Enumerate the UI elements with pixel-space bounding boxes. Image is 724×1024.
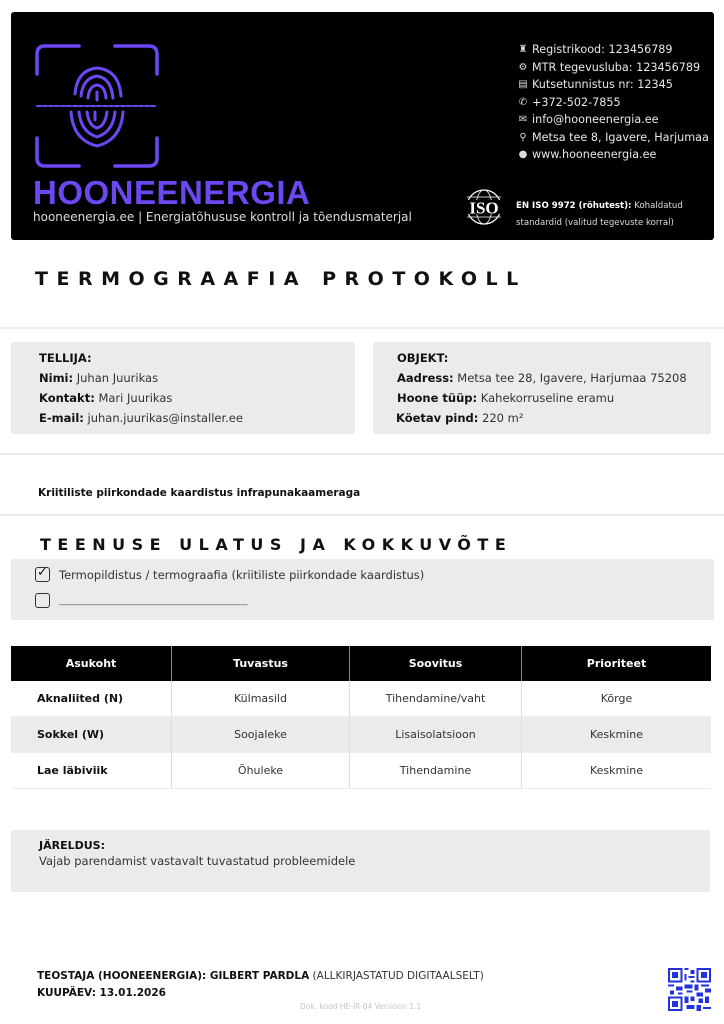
conclusion-heading: JÄRELDUS: [39,839,105,852]
field-value: Mari Juurikas [94,391,173,405]
iso-standard-note [516,198,716,232]
checkbox-unchecked[interactable] [35,593,50,608]
divider [0,514,724,516]
conclusion-box [11,830,710,892]
scope-title: TEENUSE ULATUS JA KOKKUVÕTE [40,535,513,554]
certificate-icon: ▤ [518,79,528,91]
document-code: Dok. kood HE-IR-04 Versioon 1.1 [300,1002,422,1011]
column-header: Soovitus [350,646,522,681]
object-heading: OBJEKT: [397,351,449,365]
contact-phone[interactable] [516,94,709,112]
performer-name: TEOSTAJA (HOONEENERGIA): GILBERT PARDLA [37,970,310,982]
cell-location: Lae läbiviik [11,753,172,789]
email-icon: ✉ [518,114,528,126]
contact-address [516,129,709,147]
field-label: E-mail: [39,411,84,425]
scope-box [11,559,714,620]
fingerprint-scan-icon [33,42,161,170]
registry-icon: ♜ [518,44,528,56]
iso-standard-name: EN ISO 9972 (röhutest): [516,201,632,211]
client-card [11,342,355,434]
cell-recommendation: Tihendamine/vaht [350,681,522,717]
qr-code[interactable] [668,968,711,1011]
cell-finding: Soojaleke [172,717,350,753]
cell-finding: Õhuleke [172,753,350,789]
brand-name: HOONEENERGIA [33,174,311,211]
scope-item-thermography[interactable] [35,567,424,582]
header-banner [11,12,714,240]
cell-recommendation: Lisaisolatsioon [350,717,522,753]
phone-icon: ✆ [518,96,528,108]
contact-list [516,41,709,164]
cell-finding: Külmasild [172,681,350,717]
column-header: Prioriteet [522,646,712,681]
cell-recommendation: Tihendamine [350,753,522,789]
contact-text: info@hooneenergia.ee [532,113,659,127]
page-title: TERMOGRAAFIA PROTOKOLL [35,268,527,290]
conclusion-text: Vajab parendamist vastavalt tuvastatud probleemidele [39,854,356,868]
signature-block [37,968,484,1002]
contact-certificate [516,76,709,94]
field-value: juhan.juurikas@installer.ee [83,411,243,425]
table-row [11,753,711,789]
cell-priority: Keskmine [522,717,712,753]
signature-note: (ALLKIRJASTATUD DIGITAALSELT) [309,970,484,982]
contact-text: MTR tegevusluba: 123456789 [532,60,701,74]
divider [0,327,724,329]
divider [0,453,724,455]
contact-text: Kutsetunnistus nr: 12345 [532,78,673,92]
field-value: Juhan Juurikas [73,371,159,385]
scope-item-blank[interactable] [35,593,247,608]
scope-item-label: Termopildistus / termograafia (kriitiliste piirkondade kaardistus) [59,567,425,582]
cell-priority: Kõrge [522,681,712,717]
field-value: Metsa tee 28, Igavere, Harjumaa 75208 [453,371,687,385]
contact-text: +372-502-7855 [532,95,621,109]
subtitle: Kriitiliste piirkondade kaardistus infrapunakaameraga [38,487,361,499]
check-icon: ✓ [37,565,48,580]
object-heated-area [396,411,523,425]
contact-license [516,59,709,77]
cell-location: Aknaliited (N) [11,681,172,717]
license-icon: ⚙ [518,61,528,73]
field-label: Nimi: [39,371,74,385]
field-value: 220 m² [478,411,524,425]
client-contact [39,391,172,405]
field-label: Kontakt: [39,391,95,405]
field-label: Aadress: [397,371,454,385]
iso-standard-desc: Kohaldatud standardid (valitud tegevuste korral) [516,201,683,228]
table-header-row [11,646,711,681]
object-address [397,371,687,385]
table-row [11,681,711,717]
client-email [39,411,243,425]
client-name [39,371,158,385]
contact-email[interactable] [516,111,709,129]
cell-priority: Keskmine [522,753,712,789]
checkbox-checked[interactable] [35,567,50,582]
location-icon: ⚲ [519,131,527,143]
column-header: Asukoht [11,646,172,681]
column-header: Tuvastus [172,646,350,681]
iso-logo [460,188,508,226]
field-label: Hoone tüüp: [397,391,478,405]
contact-text: www.hooneenergia.ee [532,148,657,162]
field-label: Köetav pind: [396,411,479,425]
document-date: KUUPÄEV: 13.01.2026 [37,987,166,999]
scope-item-label: _______________________________________________ [59,595,247,606]
contact-registry [516,41,709,59]
object-building-type [397,391,614,405]
contact-website[interactable] [516,146,709,164]
contact-text: Metsa tee 8, Igavere, Harjumaa [532,130,709,144]
contact-text: Registrikood: 123456789 [532,43,673,57]
field-value: Kahekorruseline eramu [477,391,615,405]
table-row [11,717,711,753]
cell-location: Sokkel (W) [11,717,172,753]
iso-logo-text: ISO [469,198,499,218]
client-heading: TELLIJA: [39,351,92,365]
brand-tagline: hooneenergia.ee | Energiatõhususe kontroll ja tõendusmaterjal [33,210,412,224]
findings-table [11,646,711,789]
object-card [373,342,711,434]
globe-icon: ● [518,149,528,161]
